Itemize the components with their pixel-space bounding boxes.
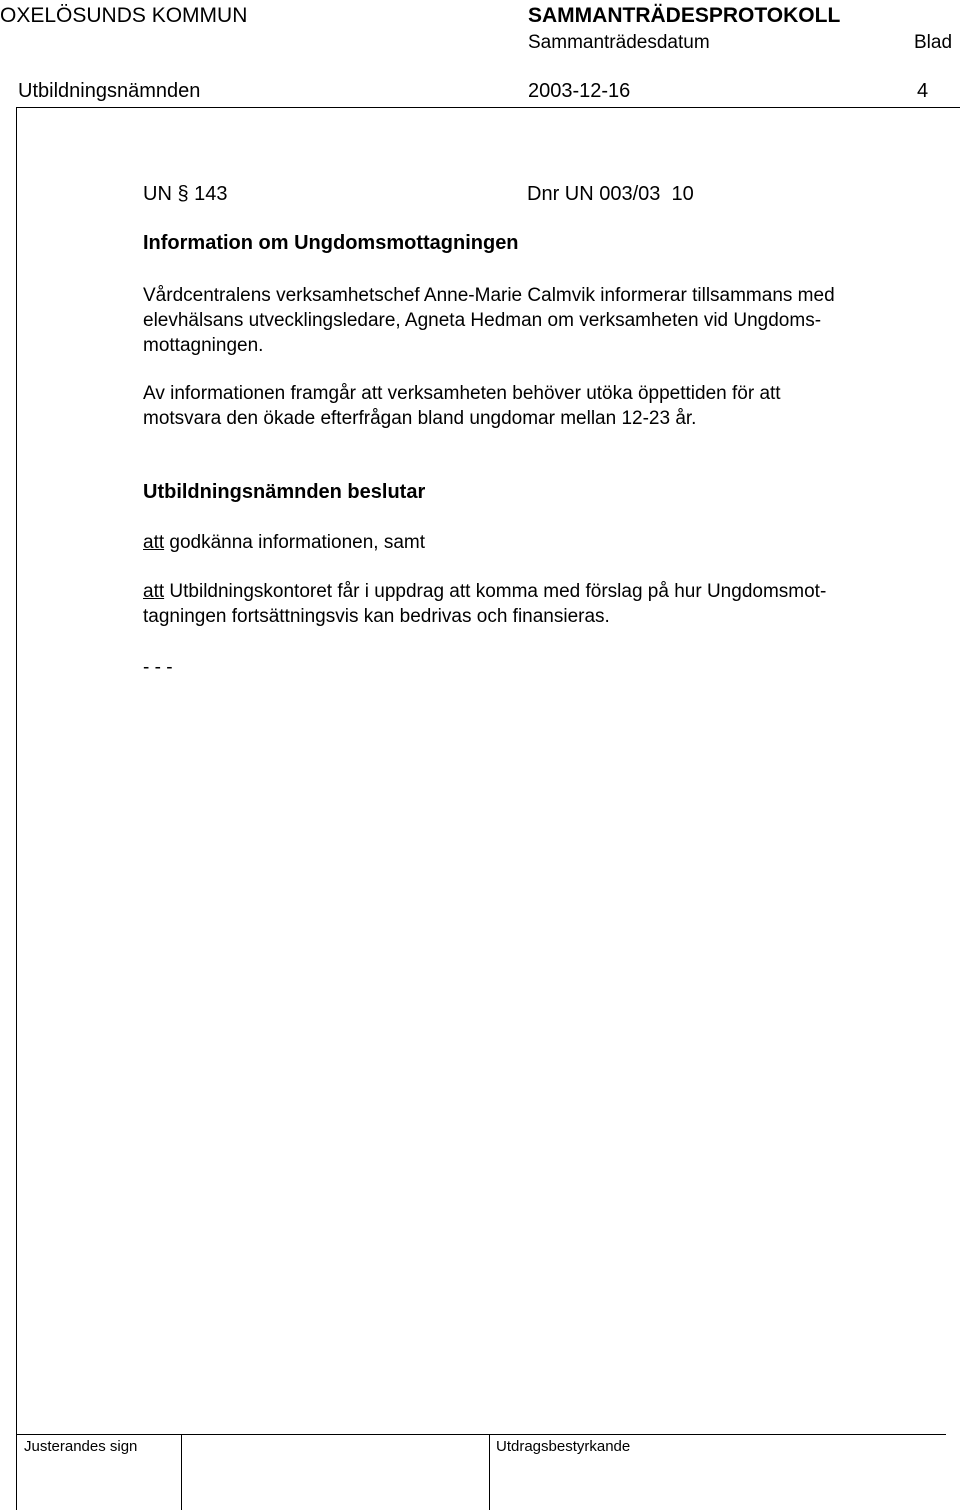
footer-divider bbox=[16, 1434, 946, 1435]
att-keyword: att bbox=[143, 532, 165, 553]
page-number: 4 bbox=[917, 80, 929, 102]
adjuster-signature-label: Justerandes sign bbox=[24, 1438, 138, 1455]
decision-line bbox=[143, 530, 943, 555]
case-prefix: UN bbox=[143, 183, 172, 205]
paragraph-line: motsvara den ökade efterfrågan bland ungdomar mellan 12-23 år. bbox=[143, 408, 697, 429]
diary-number: Dnr UN 003/03 10 bbox=[527, 183, 694, 205]
board-name: Utbildningsnämnden bbox=[18, 80, 201, 102]
decision-line bbox=[143, 579, 943, 604]
paragraph-line: mottagningen. bbox=[143, 335, 264, 356]
decision-text: godkänna informationen, samt bbox=[164, 532, 426, 553]
decision-text: Utbildningskontoret får i uppdrag att komma med förslag på hur Ungdomsmot- bbox=[164, 581, 827, 602]
paragraph-line: Av informationen framgår att verksamheten behöver utöka öppettiden för att bbox=[143, 383, 781, 404]
paragraph-1 bbox=[143, 283, 943, 358]
decision-heading: Utbildningsnämnden beslutar bbox=[143, 481, 426, 503]
footer-column-divider bbox=[489, 1434, 490, 1510]
case-reference bbox=[143, 183, 228, 206]
decision-line: tagningen fortsättningsvis kan bedrivas och finansieras. bbox=[143, 606, 610, 627]
decision-2 bbox=[143, 579, 943, 629]
footer-column-divider bbox=[181, 1434, 182, 1510]
organization-name: OXELÖSUNDS KOMMUN bbox=[0, 4, 248, 27]
paragraph-line: Vårdcentralens verksamhetschef Anne-Marie Calmvik informerar tillsammans med bbox=[143, 285, 835, 306]
decision-1 bbox=[143, 530, 943, 555]
end-marker: - - - bbox=[143, 657, 173, 678]
section-sign: § bbox=[177, 183, 189, 205]
paragraph-line: elevhälsans utvecklingsledare, Agneta Hedman om verksamheten vid Ungdoms- bbox=[143, 310, 822, 331]
extract-certification-label: Utdragsbestyrkande bbox=[496, 1438, 631, 1455]
item-title: Information om Ungdomsmottagningen bbox=[143, 232, 519, 254]
left-margin-rule bbox=[16, 107, 17, 1510]
page-label: Blad bbox=[914, 32, 953, 53]
header-divider bbox=[16, 107, 960, 108]
paragraph-2 bbox=[143, 381, 943, 431]
meeting-date: 2003-12-16 bbox=[528, 80, 631, 102]
meeting-date-label: Sammanträdesdatum bbox=[528, 32, 710, 53]
att-keyword: att bbox=[143, 581, 165, 602]
document-type: SAMMANTRÄDESPROTOKOLL bbox=[528, 4, 841, 27]
case-number: 143 bbox=[194, 183, 228, 205]
